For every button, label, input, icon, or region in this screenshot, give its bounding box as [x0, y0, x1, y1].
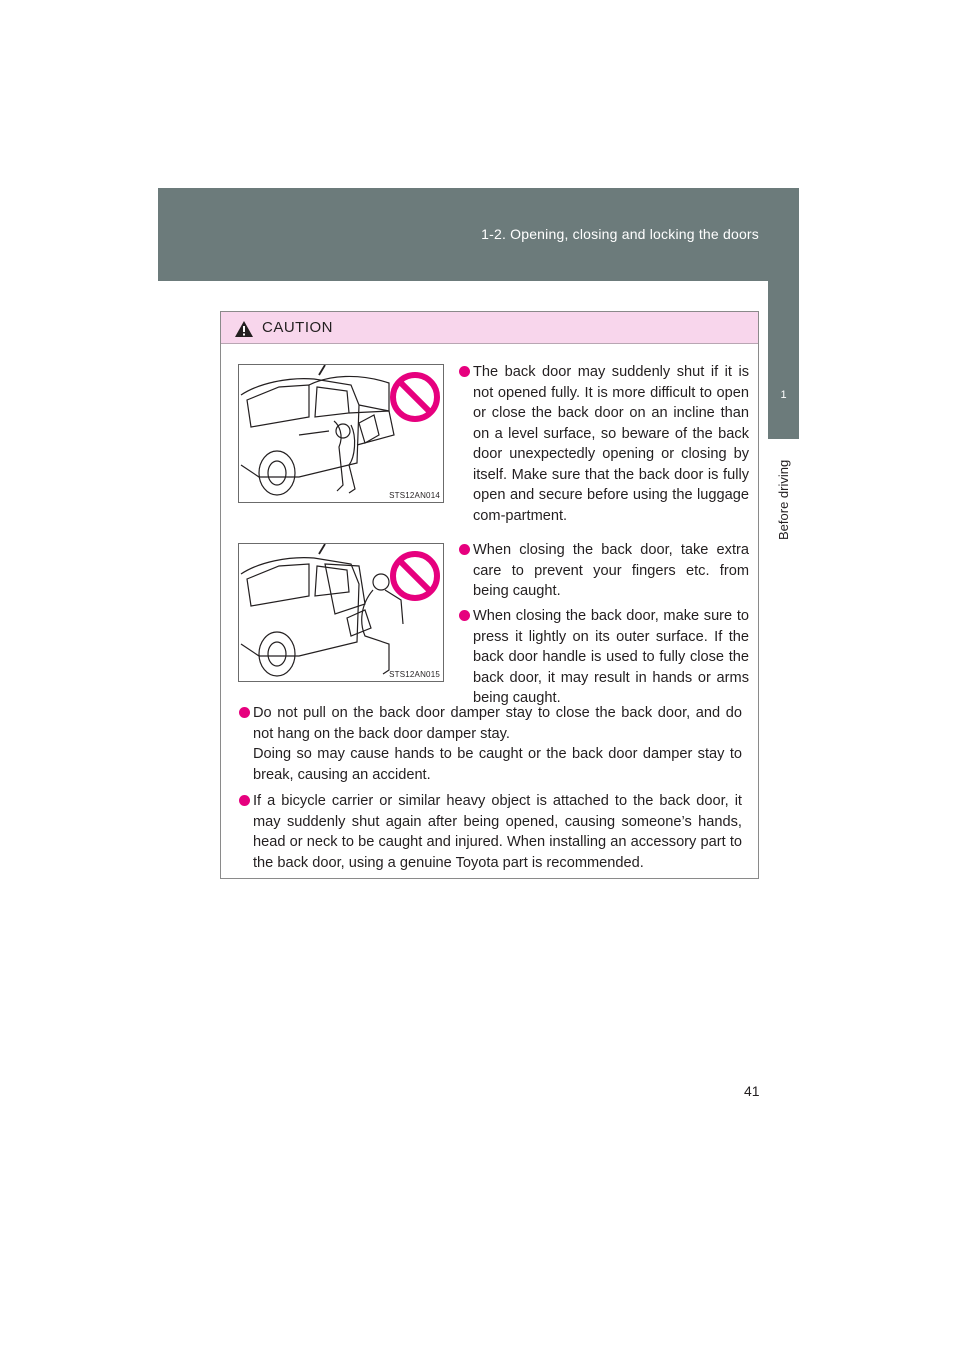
section-title: 1-2. Opening, closing and locking the doors — [481, 226, 759, 242]
warning-icon — [234, 320, 254, 338]
bullet-icon — [239, 707, 250, 718]
caution-item: When closing the back door, take extra care to prevent your fingers etc. from being caught. — [459, 540, 749, 602]
illustration-code: STS12AN014 — [389, 491, 440, 500]
bullet-icon — [459, 610, 470, 621]
bullet-icon — [239, 795, 250, 806]
prohibited-icon — [389, 371, 441, 423]
caution-item: Do not pull on the back door damper stay to close the back door, and do not hang on the back door damper stay. Doing so may cause hands to be caught or the back door damper stay to break, causing an accident. — [239, 703, 742, 785]
illustration-back-door-1 — [238, 364, 444, 503]
caution-item: If a bicycle carrier or similar heavy object is attached to the back door, it may suddenly shut again after being opened, causing someone’s hands, head or neck to be caught and injured. When installing an accessory part to the back door, using a genuine Toyota part is recommended. — [239, 791, 742, 873]
caution-title: CAUTION — [262, 319, 333, 336]
chapter-number: 1 — [780, 389, 787, 401]
header-band — [158, 188, 799, 281]
chapter-label: Before driving — [776, 459, 791, 540]
bullet-icon — [459, 544, 470, 555]
caution-header — [221, 312, 758, 344]
caution-item: The back door may suddenly shut if it is not opened fully. It is more difficult to open or close the back door on an incline than on a level surface, so beware of the back door unexpectedly opening or closing by itself. Make sure that the back door is fully open and secure before using the luggage com-partment. — [459, 362, 749, 526]
caution-box — [220, 311, 759, 879]
bullet-icon — [459, 366, 470, 377]
illustration-back-door-2 — [238, 543, 444, 682]
page-number: 41 — [744, 1083, 760, 1099]
caution-item: When closing the back door, make sure to press it lightly on its outer surface. If the back door handle is used to fully close the back door, it may result in hands or arms being caught. — [459, 606, 749, 709]
illustration-code: STS12AN015 — [389, 670, 440, 679]
prohibited-icon — [389, 550, 441, 602]
chapter-tab — [768, 281, 799, 439]
